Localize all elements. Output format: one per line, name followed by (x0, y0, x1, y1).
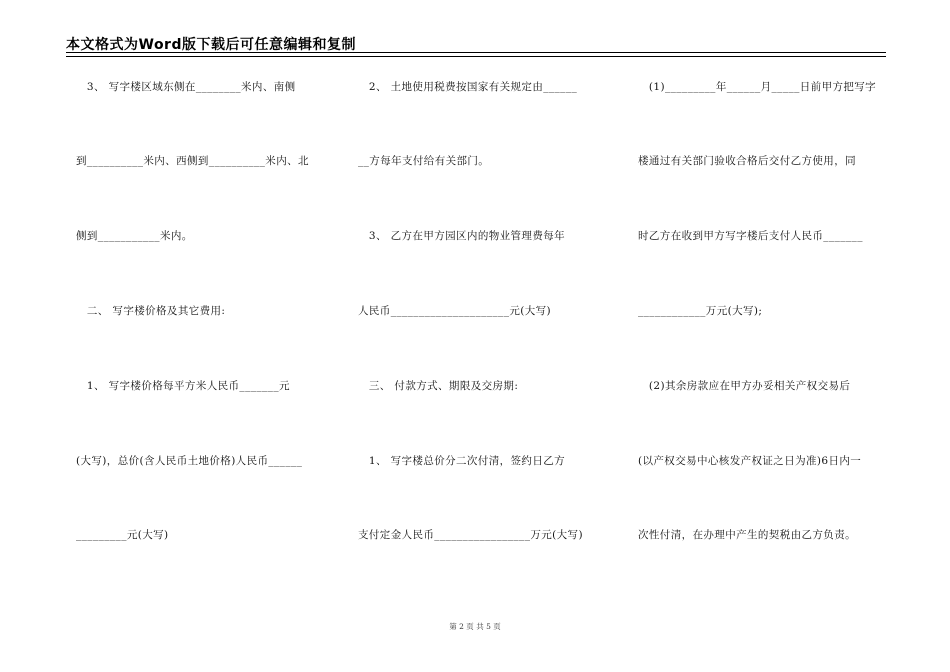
paragraph-line: 1、 写字楼价格每平方米人民币_______元 (76, 380, 290, 392)
paragraph-line: 支付定金人民币_________________万元(大写) (358, 529, 583, 541)
header-rule-thin (66, 56, 886, 57)
paragraph-line: _________元(大写) (76, 529, 169, 541)
paragraph-line: (1)_________年______月_____日前甲方把写字 (638, 81, 877, 93)
paragraph-line: (以产权交易中心核发产权证之日为准)6日内一 (638, 455, 862, 467)
header-title: 本文格式为Word版下载后可任意编辑和复制 (66, 37, 356, 53)
paragraph-line: 3、 乙方在甲方园区内的物业管理费每年 (358, 230, 566, 242)
paragraph-line: 楼通过有关部门验收合格后交付乙方使用，同 (638, 155, 856, 167)
paragraph-line: 侧到___________米内。 (76, 230, 193, 242)
paragraph-line: 次性付清，在办理中产生的契税由乙方负责。 (638, 529, 856, 541)
paragraph-line: ____________万元(大写); (638, 305, 763, 317)
paragraph-line: 时乙方在收到甲方写字楼后支付人民币_______ (638, 230, 863, 242)
paragraph-line: 人民币_____________________元(大写) (358, 305, 552, 317)
section-heading: 三、 付款方式、期限及交房期: (358, 380, 519, 392)
header-rule-thick (66, 52, 886, 53)
paragraph-line: 2、 土地使用税费按国家有关规定由______ (358, 81, 578, 93)
paragraph-line: 1、 写字楼总价分二次付清，签约日乙方 (358, 455, 566, 467)
paragraph-line: 3、 写字楼区域东侧在________米内、南侧 (76, 81, 296, 93)
paragraph-line: __方每年支付给有关部门。 (358, 155, 490, 167)
page-number: 第 2 页 共 5 页 (449, 622, 501, 631)
paragraph-line: 到__________米内、西侧到__________米内、北 (76, 155, 309, 167)
paragraph-line: (2)其余房款应在甲方办妥相关产权交易后 (638, 380, 851, 392)
section-heading: 二、 写字楼价格及其它费用: (76, 305, 226, 317)
paragraph-line: (大写)，总价(含人民币土地价格)人民币______ (76, 455, 303, 467)
